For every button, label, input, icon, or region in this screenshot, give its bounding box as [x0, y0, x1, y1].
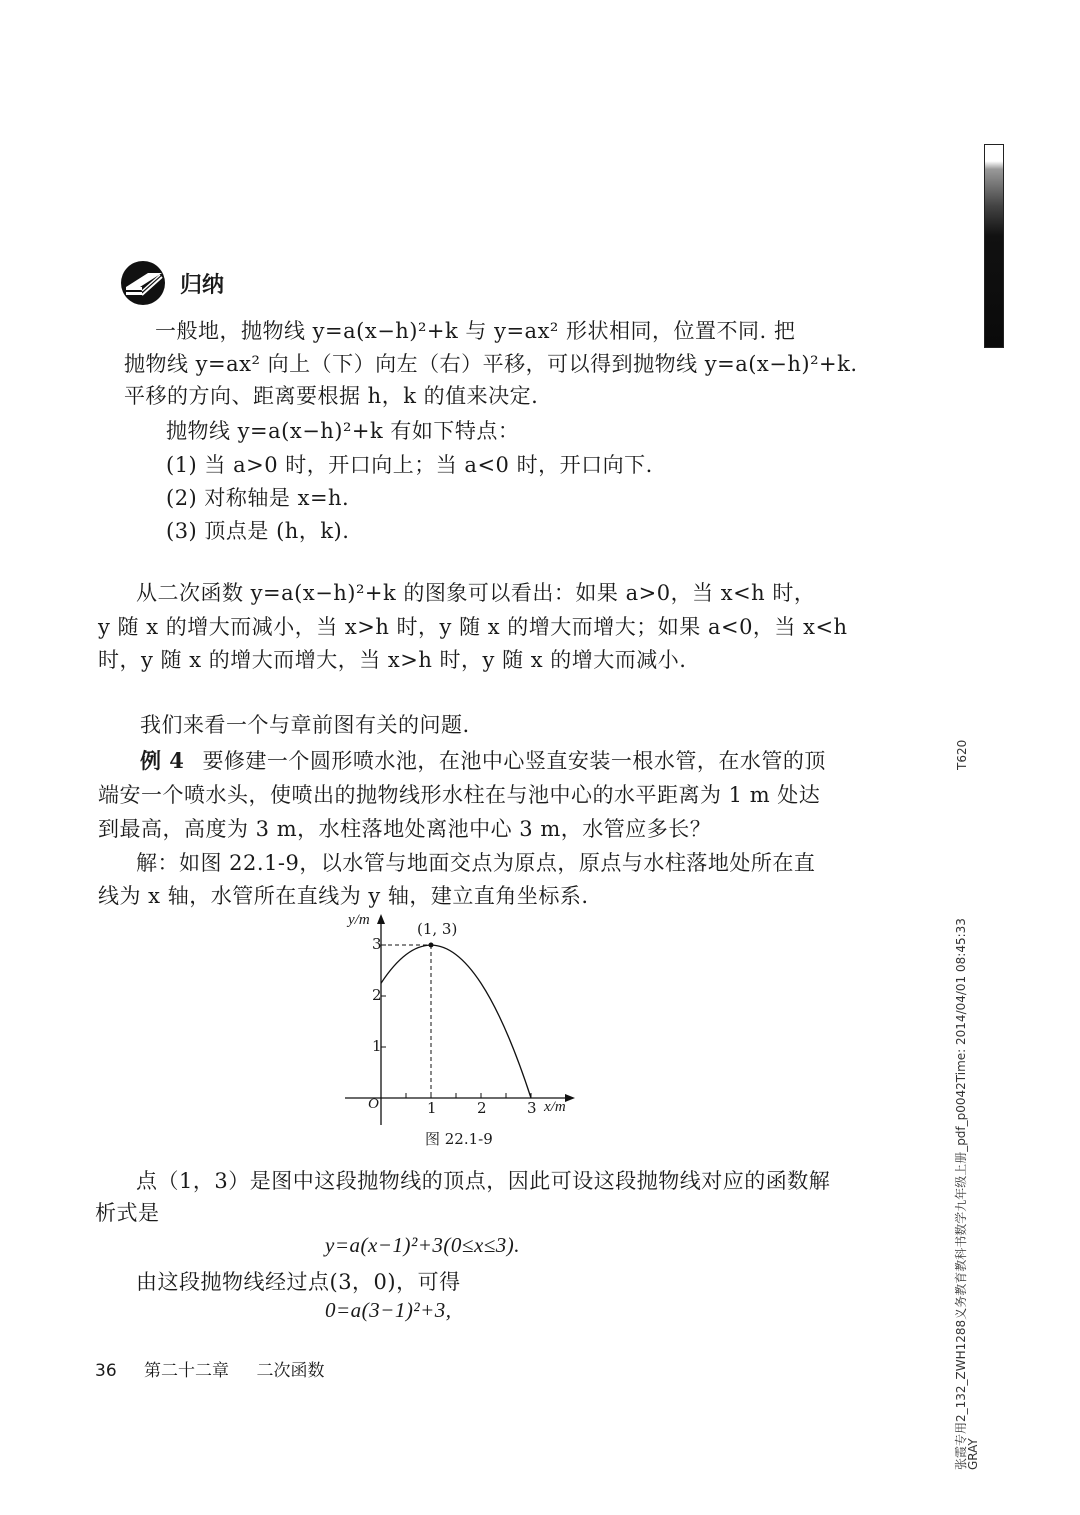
y-axis-label: y/m — [348, 912, 370, 928]
margin-color-mode: GRAY — [966, 1438, 980, 1470]
example-line-1 — [140, 745, 826, 775]
formula-1: y=a(x−1)²+3(0≤x≤3). — [325, 1233, 521, 1257]
summary-line-3: 平移的方向、距离要根据 h，k 的值来决定. — [124, 384, 539, 408]
example-line-2: 端安一个喷水头，使喷出的抛物线形水柱在与池中心的水平距离为 1 m 处达 — [98, 783, 821, 807]
formula-2: 0=a(3−1)²+3, — [325, 1298, 452, 1322]
x-tick-2: 2 — [477, 1099, 487, 1117]
parabola-curve — [381, 945, 531, 1098]
y-tick-3: 3 — [372, 935, 382, 953]
vertex-point — [429, 943, 434, 948]
monotonicity-line-3: 时，y 随 x 的增大而增大，当 x>h 时，y 随 x 的增大而减小. — [98, 648, 687, 672]
x-axis-label: x/m — [544, 1099, 566, 1115]
chapter-number: 第二十二章 — [144, 1361, 230, 1381]
margin-print-info: 张霞专用2_132_ZWH1288义务教育教科书数学九年级上册_pdf_p0042Time: 2014/04/01 08:45:33 — [954, 918, 968, 1470]
solution-line-2: 线为 x 轴，水管所在直线为 y 轴，建立直角坐标系. — [98, 884, 589, 908]
stacked-books-icon — [118, 259, 170, 307]
example-text-1: 要修建一个圆形喷水池，在池中心竖直安装一根水管，在水管的顶 — [202, 749, 826, 773]
derivation-line-2: 析式是 — [95, 1201, 160, 1225]
summary-line-4: 抛物线 y=a(x−h)²+k 有如下特点： — [166, 419, 520, 443]
example-label: 例 4 — [140, 748, 185, 773]
page-number: 36 — [95, 1361, 117, 1381]
x-axis-arrow-icon — [565, 1094, 575, 1102]
margin-code: T620 — [955, 739, 969, 770]
example-intro: 我们来看一个与章前图有关的问题. — [140, 713, 470, 737]
y-tick-1: 1 — [372, 1037, 382, 1055]
property-2: (2) 对称轴是 x=h. — [166, 486, 350, 510]
section-heading — [118, 258, 224, 308]
property-3: (3) 顶点是 (h，k). — [166, 519, 350, 543]
x-tick-3: 3 — [527, 1099, 537, 1117]
summary-line-2: 抛物线 y=ax² 向上（下）向左（右）平移，可以得到抛物线 y=a(x−h)²+k. — [124, 352, 858, 376]
example-line-3: 到最高，高度为 3 m，水柱落地处离池中心 3 m，水管应多长？ — [98, 817, 712, 841]
monotonicity-line-2: y 随 x 的增大而减小，当 x>h 时，y 随 x 的增大而增大；如果 a<0，当 x<h — [98, 615, 848, 639]
summary-line-1: 一般地，抛物线 y=a(x−h)²+k 与 y=ax² 形状相同，位置不同. 把 — [155, 319, 796, 343]
y-axis-arrow-icon — [377, 914, 385, 924]
page-footer — [95, 1356, 346, 1381]
vertex-label: (1, 3) — [417, 920, 458, 938]
y-tick-2: 2 — [372, 986, 382, 1004]
x-tick-1: 1 — [427, 1099, 437, 1117]
chapter-title: 二次函数 — [256, 1361, 325, 1381]
solution-line-1: 解：如图 22.1-9，以水管与地面交点为原点，原点与水柱落地处所在直 — [136, 851, 816, 875]
derivation-line-1: 点（1，3）是图中这段抛物线的顶点，因此可设这段抛物线对应的函数解 — [136, 1169, 831, 1193]
derivation-line-3: 由这段抛物线经过点(3，0)，可得 — [136, 1270, 461, 1294]
figure-caption: 图 22.1-9 — [425, 1130, 493, 1148]
monotonicity-line-1: 从二次函数 y=a(x−h)²+k 的图象可以看出：如果 a>0，当 x<h 时， — [136, 581, 816, 605]
section-title: 归纳 — [180, 272, 225, 298]
gray-scale-bar — [984, 144, 1004, 348]
property-1: (1) 当 a>0 时，开口向上；当 a<0 时，开口向下. — [166, 453, 653, 477]
origin-label: O — [368, 1096, 379, 1112]
